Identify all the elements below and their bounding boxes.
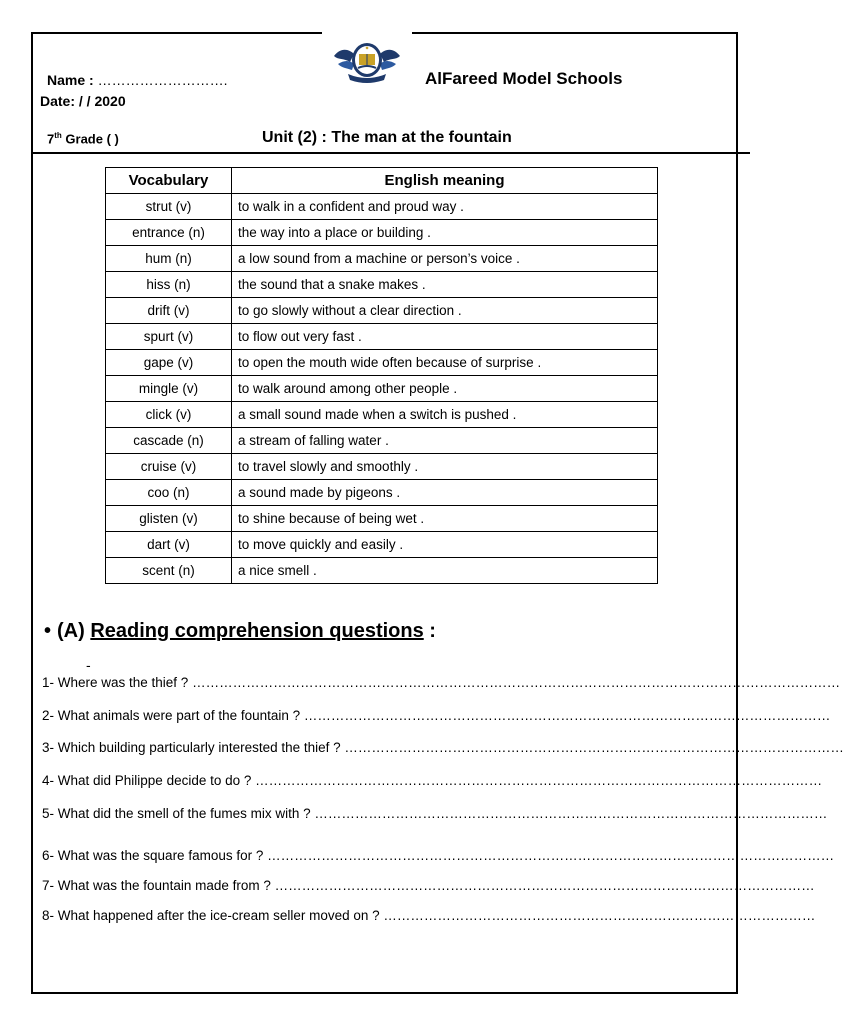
- vocab-word: mingle (v): [106, 376, 232, 402]
- date-field: Date: / / 2020: [40, 93, 126, 109]
- grade-ordinal: th: [54, 131, 62, 140]
- vocab-meaning: to walk in a confident and proud way .: [232, 194, 658, 220]
- question-8: 8- What happened after the ice-cream seller moved on ? ……………………………………………………………………………………: [42, 908, 816, 923]
- svg-text:◆: ◆: [365, 45, 369, 50]
- question-2: 2- What animals were part of the fountain ? ………………………………………………………………………………………………………: [42, 708, 831, 723]
- vocabulary-table: [105, 167, 658, 584]
- vocab-word: cruise (v): [106, 454, 232, 480]
- vocab-meaning: a sound made by pigeons .: [232, 480, 658, 506]
- bullet-icon: •: [44, 620, 52, 642]
- table-row: [106, 480, 658, 506]
- vocab-word: cascade (n): [106, 428, 232, 454]
- name-blank: ……………………….: [93, 72, 228, 88]
- vocab-meaning: the way into a place or building .: [232, 220, 658, 246]
- table-header-row: [106, 168, 658, 194]
- table-row: [106, 454, 658, 480]
- school-logo: [330, 38, 404, 84]
- question-4: 4- What did Philippe decide to do ? ………………………………………………………………………………………………………………: [42, 773, 823, 788]
- table-row: [106, 298, 658, 324]
- table-row: [106, 558, 658, 584]
- vocab-meaning: to go slowly without a clear direction .: [232, 298, 658, 324]
- table-row: [106, 532, 658, 558]
- table-row: [106, 376, 658, 402]
- vocab-meaning: a stream of falling water .: [232, 428, 658, 454]
- table-row: [106, 246, 658, 272]
- section-colon: :: [423, 620, 436, 642]
- vocabulary-header: Vocabulary: [106, 168, 232, 194]
- section-title: Reading comprehension questions: [90, 620, 424, 642]
- table-row: [106, 506, 658, 532]
- name-label: Name :: [47, 72, 94, 88]
- section-label: (A): [57, 620, 91, 642]
- section-a-heading: [44, 620, 436, 643]
- vocab-meaning: to shine because of being wet .: [232, 506, 658, 532]
- vocab-meaning: to move quickly and easily .: [232, 532, 658, 558]
- vocab-word: scent (n): [106, 558, 232, 584]
- vocab-word: dart (v): [106, 532, 232, 558]
- question-6: 6- What was the square famous for ? ………………………………………………………………………………………………………………: [42, 848, 835, 863]
- grade-field: [47, 131, 119, 146]
- vocab-word: coo (n): [106, 480, 232, 506]
- question-7: 7- What was the fountain made from ? …………………………………………………………………………………………………………: [42, 878, 815, 893]
- vocab-meaning: the sound that a snake makes .: [232, 272, 658, 298]
- vocab-word: gape (v): [106, 350, 232, 376]
- table-row: [106, 220, 658, 246]
- vocab-word: strut (v): [106, 194, 232, 220]
- table-row: [106, 350, 658, 376]
- header-divider: [31, 152, 750, 154]
- table-row: [106, 324, 658, 350]
- vocab-word: spurt (v): [106, 324, 232, 350]
- question-3: 3- Which building particularly interested the thief ? …………………………………………………………………………………………………: [42, 740, 844, 755]
- vocab-word: drift (v): [106, 298, 232, 324]
- school-name: AlFareed Model Schools: [425, 69, 623, 88]
- vocab-meaning: a low sound from a machine or person’s voice .: [232, 246, 658, 272]
- section-dash: -: [86, 657, 91, 673]
- question-1: 1- Where was the thief ? ………………………………………………………………………………………………………………………………: [42, 675, 841, 690]
- table-row: [106, 272, 658, 298]
- vocab-meaning: a nice smell .: [232, 558, 658, 584]
- table-row: [106, 194, 658, 220]
- meaning-header: English meaning: [232, 168, 658, 194]
- vocab-meaning: to flow out very fast .: [232, 324, 658, 350]
- question-5: 5- What did the smell of the fumes mix with ? ……………………………………………………………………………………………………: [42, 806, 828, 821]
- unit-title: Unit (2) : The man at the fountain: [262, 129, 512, 146]
- vocab-word: hiss (n): [106, 272, 232, 298]
- vocab-word: glisten (v): [106, 506, 232, 532]
- grade-number: 7: [47, 131, 55, 147]
- vocab-word: entrance (n): [106, 220, 232, 246]
- vocab-meaning: to travel slowly and smoothly .: [232, 454, 658, 480]
- border-gap: [322, 28, 412, 38]
- name-field: [47, 72, 227, 88]
- table-row: [106, 428, 658, 454]
- grade-label: Grade ( ): [61, 131, 119, 147]
- vocab-word: hum (n): [106, 246, 232, 272]
- table-row: [106, 402, 658, 428]
- vocab-meaning: to walk around among other people .: [232, 376, 658, 402]
- vocab-meaning: to open the mouth wide often because of surprise .: [232, 350, 658, 376]
- vocab-meaning: a small sound made when a switch is pushed .: [232, 402, 658, 428]
- vocab-word: click (v): [106, 402, 232, 428]
